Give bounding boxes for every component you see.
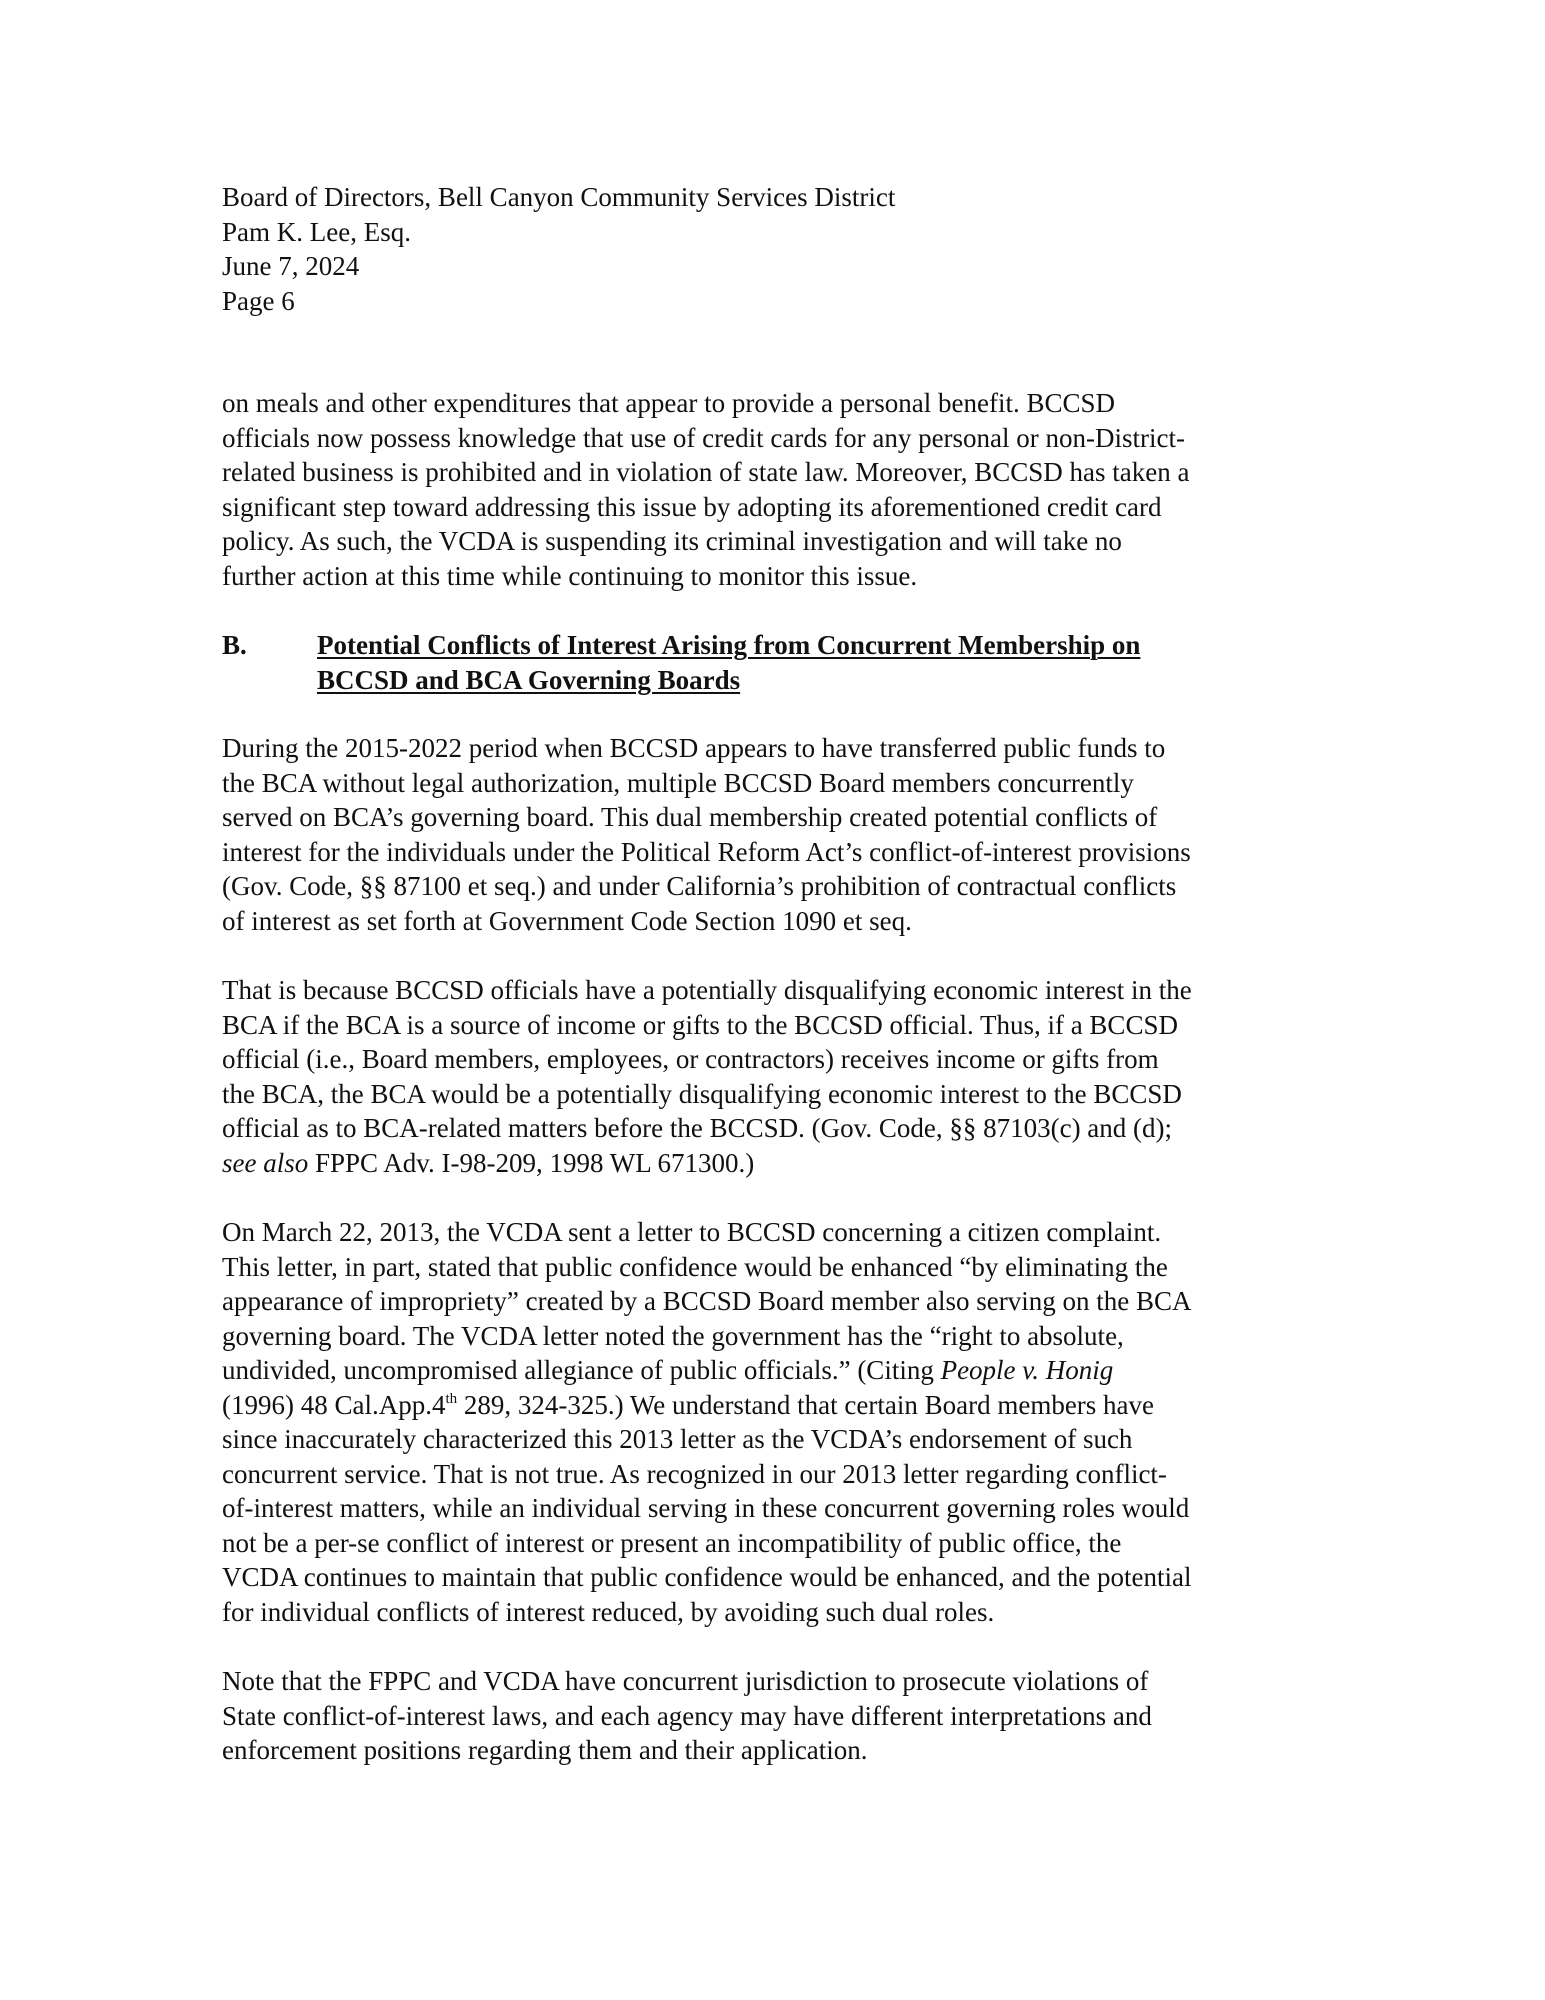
section-heading-b	[222, 628, 1322, 697]
paragraph-2013-letter	[222, 1215, 1322, 1629]
paragraph-dual-membership	[222, 731, 1322, 938]
text-line: concurrent service. That is not true. As recognized in our 2013 letter regarding conflict-	[222, 1458, 1167, 1489]
text-line: BCA if the BCA is a source of income or gifts to the BCCSD official. Thus, if a BCCSD	[222, 1009, 1178, 1040]
text-line: Note that the FPPC and VCDA have concurrent jurisdiction to prosecute violations of	[222, 1666, 1149, 1696]
text-line: interest for the individuals under the Political Reform Act’s conflict-of-interest provisions	[222, 836, 1191, 867]
text-line: significant step toward addressing this issue by adopting its aforementioned credit card	[222, 491, 1162, 522]
section-title-line: BCCSD and BCA Governing Boards	[317, 664, 741, 695]
text-line: served on BCA’s governing board. This dual membership created potential conflicts of	[222, 802, 1158, 832]
paragraph-credit-card	[222, 386, 1322, 593]
letter-header	[222, 180, 1322, 318]
text-line: officials now possess knowledge that use of credit cards for any personal or non-District-	[222, 422, 1185, 453]
page-number: Page 6	[222, 285, 295, 316]
date-line: June 7, 2024	[222, 251, 360, 281]
paragraph-economic-interest	[222, 973, 1322, 1180]
text-line: for individual conflicts of interest reduced, by avoiding such dual roles.	[222, 1596, 995, 1627]
recipient-line: Board of Directors, Bell Canyon Community Services District	[222, 182, 896, 212]
text-line: VCDA continues to maintain that public confidence would be enhanced, and the potential	[222, 1562, 1192, 1592]
text-line: on meals and other expenditures that appear to provide a personal benefit. BCCSD	[222, 388, 1116, 418]
text-line	[222, 1146, 1322, 1181]
text-line: enforcement positions regarding them and their application.	[222, 1735, 868, 1765]
section-letter: B.	[222, 630, 247, 660]
text-line: of interest as set forth at Government Code Section 1090 et seq.	[222, 905, 912, 936]
case-name: People v. Honig	[940, 1355, 1114, 1385]
text-line: official as to BCA-related matters before the BCCSD. (Gov. Code, §§ 87103(c) and (d);	[222, 1113, 1173, 1143]
text-line: appearance of impropriety” created by a BCCSD Board member also serving on the BCA	[222, 1286, 1192, 1316]
attorney-line: Pam K. Lee, Esq.	[222, 216, 411, 247]
section-title	[317, 628, 1140, 697]
text-line: the BCA without legal authorization, multiple BCCSD Board members concurrently	[222, 767, 1134, 798]
paragraph-jurisdiction	[222, 1664, 1322, 1768]
citation-text: FPPC Adv. I-98-209, 1998 WL 671300.)	[308, 1147, 755, 1178]
text-line: (Gov. Code, §§ 87100 et seq.) and under California’s prohibition of contractual conflicts	[222, 871, 1177, 901]
header-spacer	[222, 318, 1322, 386]
citing-prefix: undivided, uncompromised allegiance of public officials.” (Citing	[222, 1355, 941, 1385]
text-line: State conflict-of-interest laws, and each agency may have different interpretations and	[222, 1700, 1152, 1731]
text-line: On March 22, 2013, the VCDA sent a letter to BCCSD concerning a citizen complaint.	[222, 1217, 1162, 1247]
text-line: During the 2015-2022 period when BCCSD appears to have transferred public funds to	[222, 733, 1166, 763]
text-line: the BCA, the BCA would be a potentially disqualifying economic interest to the BCCSD	[222, 1078, 1182, 1109]
text-line: That is because BCCSD officials have a potentially disqualifying economic interest in the	[222, 975, 1192, 1005]
text-line	[222, 1353, 1322, 1388]
text-line: related business is prohibited and in violation of state law. Moreover, BCCSD has taken a	[222, 457, 1190, 487]
citation-signal: see also	[222, 1147, 309, 1178]
section-title-line: Potential Conflicts of Interest Arising from Concurrent Membership on	[317, 630, 1141, 660]
cite-rest: 289, 324-325.) We understand that certain Board members have	[457, 1389, 1155, 1420]
text-line: of-interest matters, while an individual serving in these concurrent governing roles would	[222, 1493, 1190, 1523]
text-line: policy. As such, the VCDA is suspending its criminal investigation and will take no	[222, 526, 1122, 556]
text-line: since inaccurately characterized this 2013 letter as the VCDA’s endorsement of such	[222, 1424, 1133, 1454]
text-line	[222, 1388, 1322, 1423]
ordinal-superscript: th	[445, 1390, 458, 1407]
letter-page	[222, 180, 1322, 1803]
text-line: official (i.e., Board members, employees, or contractors) receives income or gifts from	[222, 1044, 1159, 1074]
text-line: This letter, in part, stated that public confidence would be enhanced “by eliminating the	[222, 1251, 1168, 1282]
cite-start: (1996) 48 Cal.App.4	[222, 1389, 446, 1420]
text-line: not be a per-se conflict of interest or present an incompatibility of public office, the	[222, 1527, 1122, 1558]
text-line: further action at this time while continuing to monitor this issue.	[222, 560, 918, 591]
text-line: governing board. The VCDA letter noted the government has the “right to absolute,	[222, 1320, 1124, 1351]
